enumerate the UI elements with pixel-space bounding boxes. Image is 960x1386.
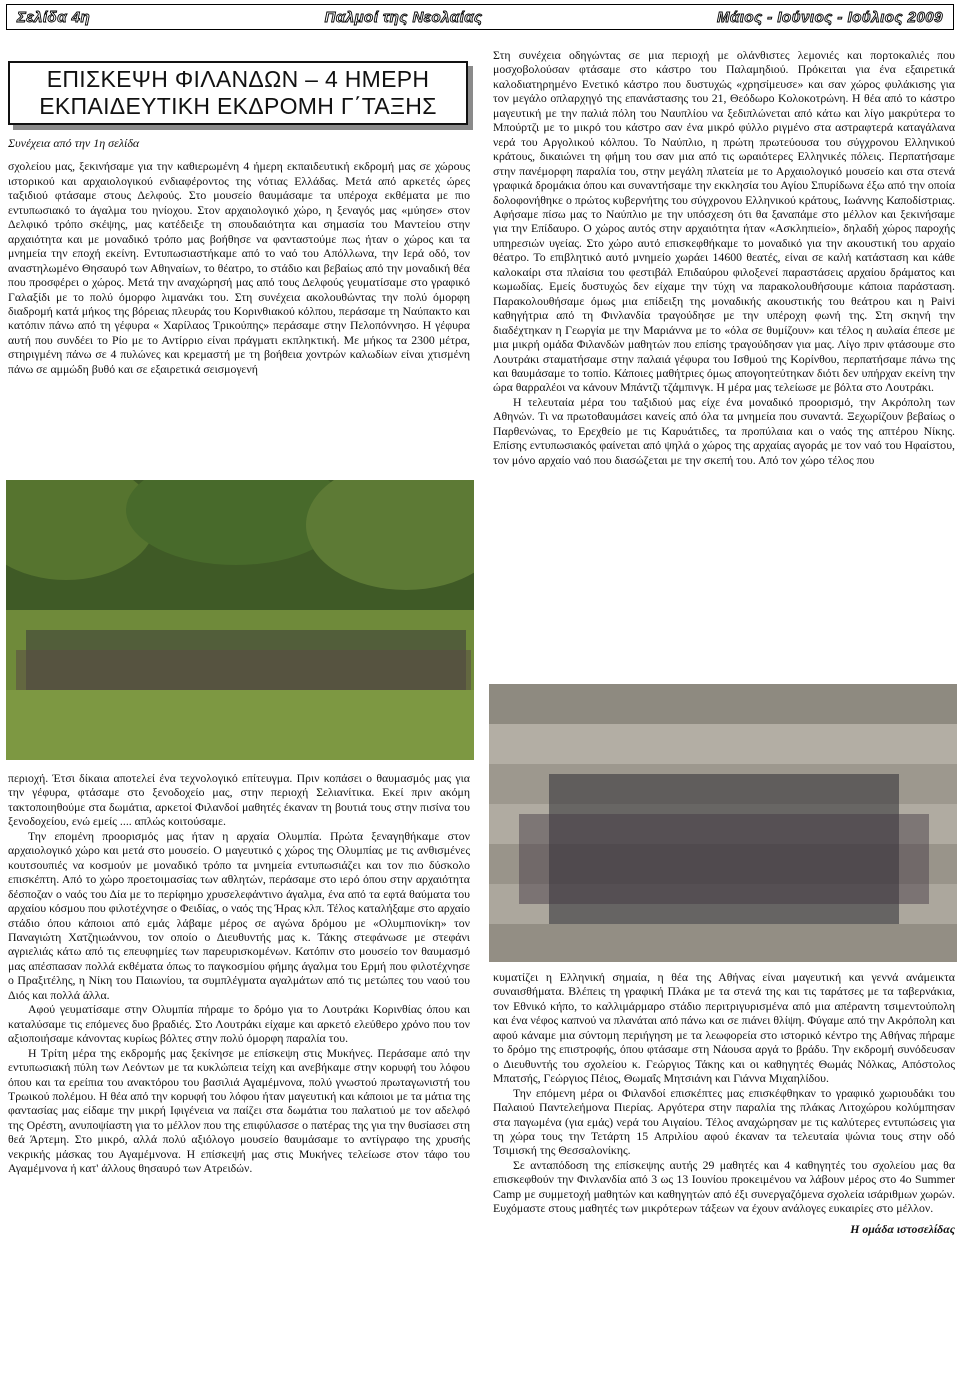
left-column-bottom — [8, 771, 470, 1176]
left-column-top — [8, 136, 470, 376]
paragraph: Η Τρίτη μέρα της εκδρομής μας ξεκίνησε με επίσκεψη στις Μυκήνες. Περάσαμε από την εντυπωσιακή πύλη των Λεόντων με τα κυκλώπεια τείχη και ανεβήκαμε στην κορυφή του λόφου όπου και τα ερείπια του ανακτόρου του βασιλιά Αγαμέμνονα, πολύ γνωστού πρωταγωνιστή του Τρωικού πολέμου. Η θέα από την κορυφή του λόφου ήταν μαγευτική και κάποιοι με τα μάτια της φαντασίας μας είδαμε την μικρή Ιφιγένεια να παίζει στα δωμάτια του παλατιού με τον αδελφό της Ορέστη, ανυποψίαστη για το μέλλον που της επιφύλασσε ο πατέρας της για την θυσίασει στη θεά Άρτεμη. Στο μικρό, αλλά πολύ αξιόλογο μουσείο θαυμάσαμε το αντίγραφο της χρυσής νεκρικής μάσκας του Αγαμέμνονα. Η επίσκεψή μας στις Μυκήνες τελείωσε στον τάφο του Αγαμέμνονα ή κατ' άλλους θησαυρό των Ατρειδών. — [8, 1045, 470, 1176]
paragraph: σχολείου μας, ξεκινήσαμε για την καθιερωμένη 4 ήμερη εκπαιδευτική εκδρομή μας σε χώρους ιστορικού και αρχαιολογικού ενδιαφέροντος της νότιας Ελλάδας. Μετά από αρκετές ώρες ταξιδιού φτάσαμε στους Δελφούς. Στο μουσείο θαυμάσαμε τα υπέροχα εκθέματα με πιο εντυπωσιακό το άγαλμα του ηνίοχου. Στον αρχαιολογικό χώρο, η ξεναγός μας «μύησε» στον Δελφικό τρόπο σκέψης, μας κατέδειξε τη σπουδαιότητα και σημασία του Μαντείου στην αρχαιότητα και με μοναδικό τρόπο μας βοήθησε να φανταστούμε πως ήταν ο χώρος και τα μνημεία την εποχή εκείνη. Εντυπωσιαστήκαμε από το ναό του Απόλλωνα, την Ιερά οδό, τον αναστηλωμένο Θησαυρό των Αθηναίων, το θέατρο, το στάδιο και βεβαίως από την μοναδική θέα που προσφέρει ο χώρος. Μετά την αναχώρησή μας από τους Δελφούς γευματίσαμε στο γραφικό Γαλαξίδι με το πολύ όμορφο λιμανάκι του. Στη συνέχεια ακολουθώντας την πολύ όμορφη διαδρομή κατά μήκος της βόρειας πλευράς του Κορινθιακού κόλπου, περάσαμε τη Ναύπακτο και κατόπιν πάνω από τη γέφυρα « Χαρίλαος Τρικούπης» περάσαμε στην Πελοπόννησο. Η γέφυρα αυτή που συνδέει το Ρίο με το Αντίρριο είναι πράγματι εκπληκτική. Με μήκος τα 2300 μέτρα, στηριγμένη πάνω σε 4 πυλώνες και κρεμαστή με τη βοήθεια χοντρών καλωδίων είναι χτισμένη πάνω σε αμμώδη βυθό και σε εξαιρετικά σεισμογενή — [8, 159, 470, 376]
group-photo-theatre-image — [489, 684, 957, 962]
right-column-top — [493, 48, 955, 467]
group-photo-theatre — [489, 684, 957, 962]
issue-date: Μάιος - Ιούνιος - Ιούλιος 2009 — [716, 8, 943, 26]
article-title-line-1: ΕΠΙΣΚΕΨΗ ΦΙΛΑΝΔΩΝ – 4 ΗΜΕΡΗ — [46, 66, 430, 92]
right-column-bottom — [493, 970, 955, 1236]
page-header — [6, 4, 954, 30]
article-title-line-2: ΕΚΠΑΙΔΕΥΤΙΚΗ ΕΚΔΡΟΜΗ Γ΄ΤΑΞΗΣ — [39, 93, 437, 119]
paragraph: Την επόμενη μέρα οι Φιλανδοί επισκέπτες μας επισκέφθηκαν το γραφικό χωριουδάκι του Παλαιού Παντελεήμονα Πιερίας. Αργότερα στην παραλία της πλάκας Λιτοχώρου κολύμπησαν στα παγωμένα (για εμάς) νερά του Αιγαίου. Τέλος αναχώρησαν με τις καλύτερες εντυπώσεις για τη χώρα τους την Τετάρτη 15 Απριλίου αφού έκαναν τα τελευταία ψώνια τους στην οδό Τσιμισκή της Θεσσαλονίκης. — [493, 1085, 955, 1158]
paragraph: Σε ανταπόδοση της επίσκεψης αυτής 29 μαθητές και 4 καθηγητές του σχολείου μας θα επισκεφθούν την Φινλανδία από 3 ως 13 Ιουνίου προκειμένου να λάβουν μέρος στο 4ο Summer Camp με συμμετοχή μαθητών και καθηγητών από έξι συνεργαζόμενα σχολεία ισάριθμων χωρών. Ευχόμαστε στους μαθητές των μικρότερων τάξεων να έχουν ανάλογες ευκαιρίες στο μέλλον. — [493, 1157, 955, 1216]
group-photo-field-image — [6, 480, 474, 760]
newspaper-title: Παλμοί της Νεολαίας — [324, 8, 483, 26]
paragraph: Η τελευταία μέρα του ταξιδιού μας είχε ένα μοναδικό προορισμό, την Ακρόπολη των Αθηνών. Τι να πρωτοθαυμάσει κανείς από όλα τα μνημεία που συναντά. Ξεχωρίζουν βεβαίως ο Παρθενώνας, το Ερεχθείο με τις Καρυάτιδες, τα προπύλαια και ο ναός της απτέρου Νίκης. Επίσης εντυπωσιακός φαίνεται από ψηλά ο χώρος της αρχαίας αγοράς με τον ναό του Ηφαίστου, τον μόνο αρχαίο ναό που διασώζεται με την σκεπή του. Από τον χώρο τέλος που — [493, 394, 955, 467]
paragraph: περιοχή. Έτσι δίκαια αποτελεί ένα τεχνολογικό επίτευγμα. Πριν κοπάσει ο θαυμασμός μας για την γέφυρα, φτάσαμε στο ξενοδοχείο μας, στην περιοχή Σελιανίτικα. Εκεί πριν ακόμη τακτοποιηθούμε στα δωμάτια, αρκετοί Φιλανδοί μαθητές έκαναν τη βουτιά τους στην πισίνα του ξενοδοχείου, ενώ εμείς .... απλώς κοιτούσαμε. — [8, 771, 470, 829]
article-title-box — [8, 61, 468, 125]
paragraph: Αφού γευματίσαμε στην Ολυμπία πήραμε το δρόμο για το Λουτράκι Κορινθίας όπου και καταλύσαμε τις επόμενες δυο βραδιές. Στο Λουτράκι είχαμε και αρκετό ελεύθερο χρόνο που τον αξιοποιήσαμε κάνοντας κυρίως βόλτες στην πολύ όμορφη παραλία του. — [8, 1002, 470, 1046]
paragraph: Την επομένη προορισμός μας ήταν η αρχαία Ολυμπία. Πρώτα ξεναγηθήκαμε στον αρχαιολογικό χώρο και μετά στο μουσείο. Ο μαγευτικό ς χώρος της Ολυμπίας με τις ανθισμένες κουτσουπιές να κοσμούν με μοναδικό τρόπο τα μνημεία εντυπωσιάζει και τον πιο δύσκολο επισκέπτη. Από το χώρο προετοιμασίας των αθλητών, περάσαμε στο ιερό όπου στην αρχαιότητα δέσποζαν ο ναός του Δία με το περίφημο χρυσελεφάντινο άγαλμα, ένα από τα εφτά θαύματα του αρχαίου κόσμου που φιλοτέχνησε ο Φειδίας, ο ναός της Ήρας κλπ. Τέλος καταλήξαμε στο αρχαίο στάδιο όπου κάποιοι από εμάς λάβαμε μέρος σε αγώνα δρόμου με «Ολυμπιονίκη» τον Παναγιώτη Χατζηιωάννου, τον οποίο ο Διευθυντής μας κ. Τάκης στεφάνωσε με στεφάνι αγριελιάς κάτω από τις επευφημίες των παρευρισκομένων. Κατόπιν στο μουσείο τον θαυμασμό μας απέσπασαν πολλά εκθέματα όπως το παγκοσμίου φήμης άγαλμα του Ερμή που φιλοτέχνησε ο Πραξιτέλης, η Νίκη του Παιωνίου, τα συμπλέγματα αγαλμάτων από τις μετώπες του ναού του Διός και πολλά άλλα. — [8, 828, 470, 1002]
continued-note: Συνέχεια από την 1η σελίδα — [8, 136, 140, 150]
paragraph: κυματίζει η Ελληνική σημαία, η θέα της Αθήνας είναι μαγευτική και γεννά ανάμεικτα συναισθήματα. Βλέπεις τη γραφική Πλάκα με τα στενά της και τις ταράτσες με τα ταβερνάκια, τον Εθνικό κήπο, το καλλιμάρμαρο στάδιο περιτριγυρισμένα από μια απέραντη τσιμεντούπολη και ένα νέφος καπνού να πλανάται από πάνω και σε πιάνει θλίψη. Φύγαμε από την Ακρόπολη και αφού κάναμε μια σύντομη περιήγηση με τα λεωφορεία στο ιστορικό κέντρο της Αθήνας πήραμε το δρόμο της επιστροφής, όπου φτάσαμε στη Νάουσα αργά το βράδυ. Την εκδρομή συνόδευσαν ο Διευθυντής του σχολείου κ. Γεώργιος Τάκης και οι καθηγητές Θωμάς Νόλκας, Απόστολος Μπατσής, Γεώργιος Πέιος, Θωμαΐς Μητσιάνη και Γιάννα Μιχαηλίδου. — [493, 970, 955, 1086]
signature: Η ομάδα ιστοσελίδας — [850, 1221, 955, 1236]
paragraph: Στη συνέχεια οδηγώντας σε μια περιοχή με ολάνθιστες λεμονιές και πορτοκαλιές που μοσχοβολούσαν φτάσαμε στο κάστρο του Παλαμηδιού. Πρόκειται για ένα εξαιρετικά καλοδιατηρημένο Ενετικό κάστρο που δυστυχώς «χρησίμευσε» και σαν χώρος φυλάκισης για τον μεγάλο οπλαρχηγό της επανάστασης του 21, Θεόδωρο Κολοκοτρώνη. Η θέα από το κάστρο μαγευτική με την παλιά πόλη του Ναυπλίου να ξεδιπλώνεται από κάτω και λίγο μακρύτερα το Μπούρτζι με το μικρό του κάστρο σαν ένα μικρό φύλλο ριγμένο στα αστραφτερά καταγάλανα νερά του Αργολικού κόλπου. Το Ναύπλιο, η πρώτη πρωτεύουσα του σύγχρονου Ελληνικού κράτους, δικαιώνει τη φήμη του σαν μια από τις ωραιότερες Ελληνικές πόλεις. Περπατήσαμε στην πανέμορφη παραλία του, στην μεγάλη πλατεία με το Αρχαιολογικό μουσείο και στα στενά γραφικά δρομάκια όπου και συναντήσαμε την εκκλησία του Αγίου Σπυρίδωνα έξω από την οποία δολοφονήθηκε ο πρώτος κυβερνήτης του σύγχρονου Ελληνικού κράτους, Ιωάννης Καποδίστριας. Αφήσαμε πίσω μας το Ναύπλιο με την υπόσχεση ότι θα ξαναπάμε στο μέλλον και ξεκινήσαμε για την Επίδαυρο. Ο χώρος αυτός στην αρχαιότητα ήταν «Ασκληπιείο», δηλαδή χώρος παροχής υπηρεσιών υγείας. Στο χώρο αυτό επισκεφθήκαμε το μοναδικό για την ακουστική του αρχαίο θέατρο. Το επιβλητικό αυτό μνημείο χωράει 14600 θεατές, είναι σε καλή κατάσταση και κάθε καλοκαίρι στα πλαίσια του φεστιβάλ Επιδαύρου φιλοξενεί παραστάσεις αρχαίου δράματος και κωμωδίας. Εμείς δυστυχώς δεν είχαμε την τύχη να παρακολουθήσουμε κάποια παράσταση. Παρακολουθήσαμε όμως μια επίδειξη της μοναδικής ακουστικής του θεάτρου και η Paivi καθηγήτρια από τη Φινλανδία τραγούδησε με την υπέροχη φωνή της. Στη σκηνή την διαδέχτηκαν η Γεωργία με την Μαριάννα με το «όλα σε θυμίζουν» και τέλος η αυλαία έπεσε με μια μικρή ομάδα Φιλανδών μαθητών που επίσης τραγούδησαν για μας. Λίγο πριν φτάσουμε στο Λουτράκι σταματήσαμε στην παλαιά γέφυρα του Ισθμού της Κορίνθου, περπατήσαμε πάνω της και θαυμάσαμε το τοπίο. Κάποιες μαθήτριες όμως απογοητεύτηκαν διότι δεν υπήρχαν εκείνη την ώρα θαρραλέοι να κάνουν Μπάντζι τζάμπινγκ. Η μέρα μας τελείωσε με βόλτα στο Λουτράκι. — [493, 48, 956, 395]
group-photo-field — [6, 480, 474, 760]
page-number: Σελίδα 4η — [17, 8, 91, 26]
